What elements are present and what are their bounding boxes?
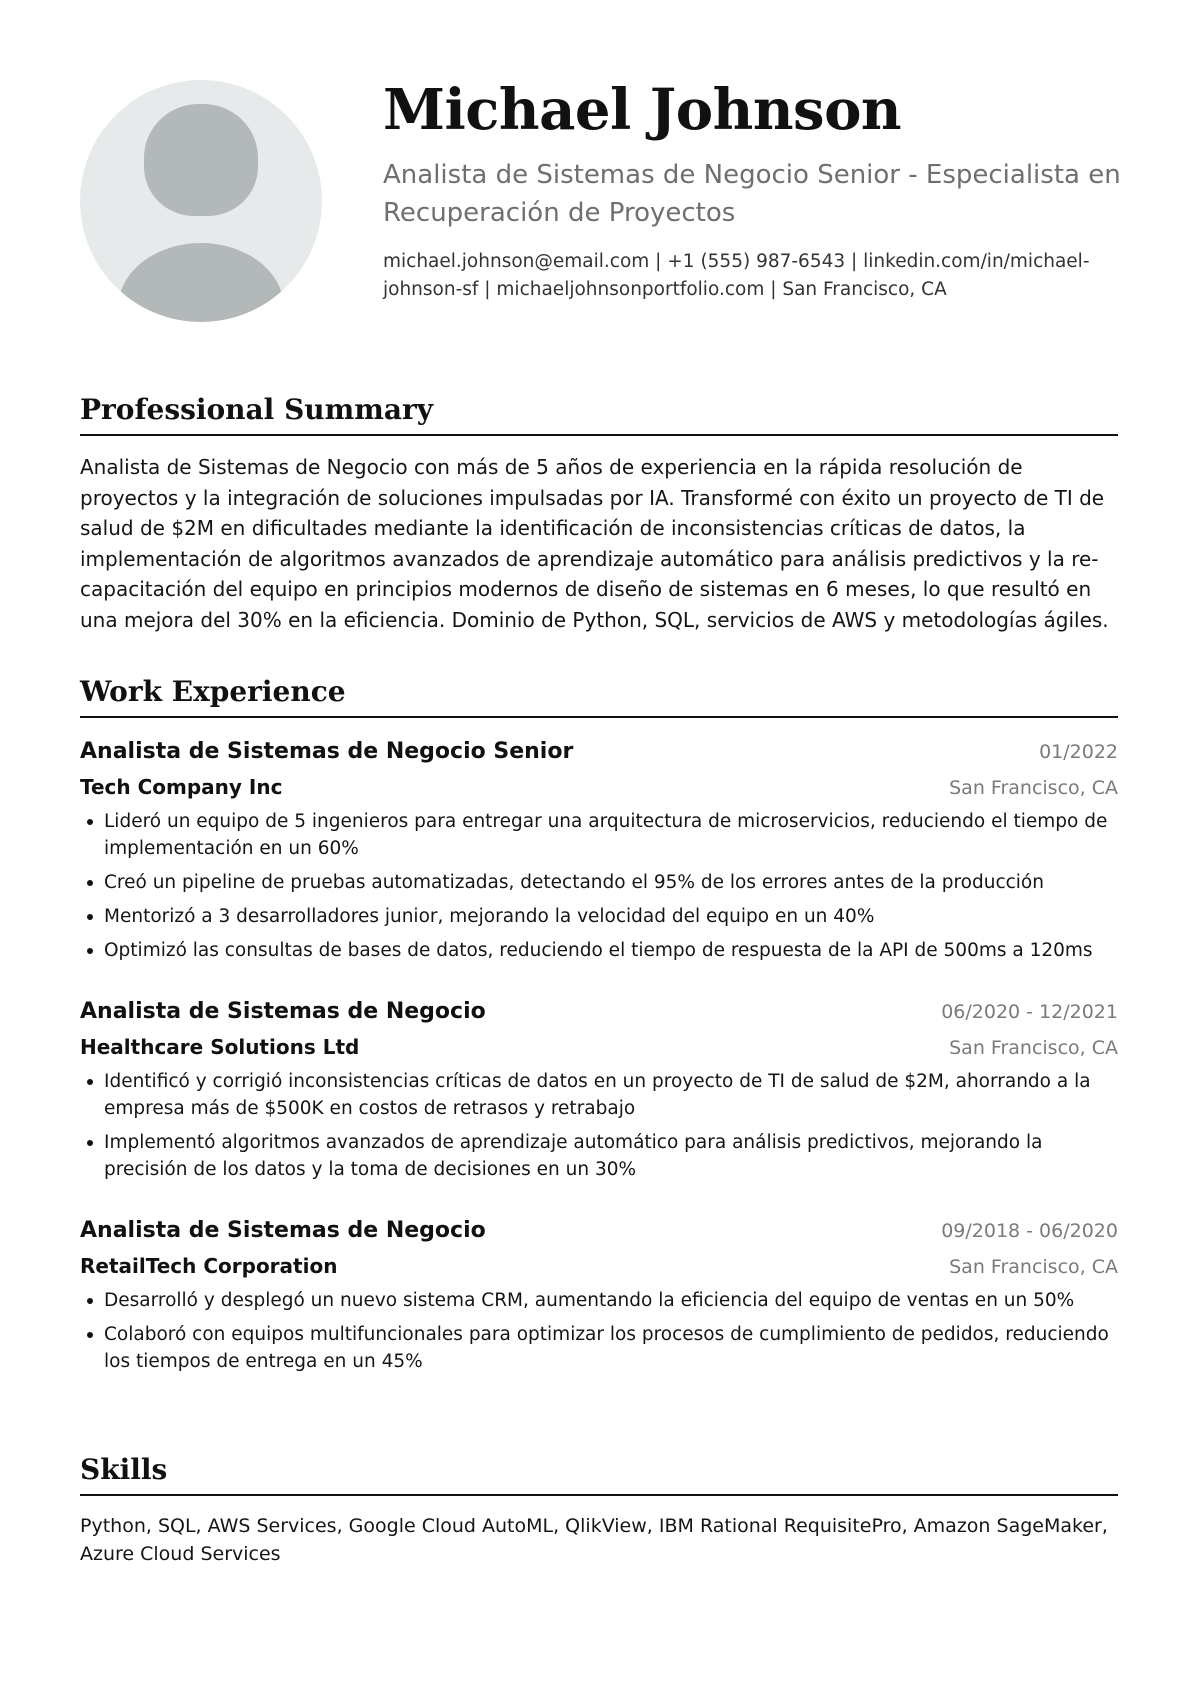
job-company-row — [80, 770, 1118, 804]
job-bullet: Identificó y corrigió inconsistencias críticas de datos en un proyecto de TI de salud de $2M, ahorrando a la empresa más de $500K en costos de retrasos y retrabajo — [80, 1068, 1118, 1122]
skills-text: Python, SQL, AWS Services, Google Cloud AutoML, QlikView, IBM Rational RequisitePro, Amazon SageMaker, Azure Cloud Services — [80, 1515, 1108, 1565]
job-header-row — [80, 1213, 1118, 1249]
job-date: 06/2020 - 12/2021 — [941, 1001, 1118, 1023]
job-company: Tech Company Inc — [80, 775, 283, 799]
avatar-head-shape — [144, 104, 258, 216]
job-location: San Francisco, CA — [949, 1256, 1118, 1278]
section-title-experience: Work Experience — [80, 672, 1118, 718]
job-date: 01/2022 — [1039, 741, 1118, 763]
job-entry — [80, 1213, 1118, 1375]
job-company-row — [80, 1030, 1118, 1064]
avatar-placeholder-icon — [80, 80, 322, 322]
job-company: RetailTech Corporation — [80, 1254, 338, 1278]
avatar-body-shape — [118, 243, 284, 322]
job-bullet: Colaboró con equipos multifuncionales para optimizar los procesos de cumplimiento de pedidos, reduciendo los tiempos de entrega en un 45% — [80, 1321, 1118, 1375]
job-company-row — [80, 1249, 1118, 1283]
experience-section — [80, 672, 1118, 1382]
summary-text: Analista de Sistemas de Negocio con más de 5 años de experiencia en la rápida resolución de proyectos y la integración de soluciones impulsadas por IA. Transformé con éxito un proyecto de TI de salud de $2M en dificultades mediante la identificación de inconsistencias críticas de datos, la implementación de algoritmos avanzados de aprendizaje automático para análisis predictivos y la re-capacitación del equipo en principios modernos de diseño de sistemas en 6 meses, lo que resultó en una mejora del 30% en la eficiencia. Dominio de Python, SQL, servicios de AWS y metodologías ágiles. — [80, 455, 1109, 632]
job-bullet: Lideró un equipo de 5 ingenieros para entregar una arquitectura de microservicios, reduciendo el tiempo de implementación en un 60% — [80, 808, 1118, 862]
job-bullet: Mentorizó a 3 desarrolladores junior, mejorando la velocidad del equipo en un 40% — [80, 903, 1118, 930]
contact-info: michael.johnson@email.com | +1 (555) 987-6543 | linkedin.com/in/michael-johnson-sf | michaeljohnsonportfolio.com | San Francisco, CA — [383, 251, 1090, 300]
job-company: Healthcare Solutions Ltd — [80, 1035, 360, 1059]
job-bullet: Optimizó las consultas de bases de datos, reduciendo el tiempo de respuesta de la API de 500ms a 120ms — [80, 937, 1118, 964]
job-bullets — [80, 1068, 1118, 1183]
job-bullets — [80, 1287, 1118, 1375]
section-title-summary: Professional Summary — [80, 390, 1118, 436]
job-bullets — [80, 808, 1118, 964]
job-title: Analista de Sistemas de Negocio — [80, 1218, 486, 1243]
job-date: 09/2018 - 06/2020 — [941, 1220, 1118, 1242]
job-header-row — [80, 734, 1118, 770]
job-location: San Francisco, CA — [949, 1037, 1118, 1059]
job-bullet: Desarrolló y desplegó un nuevo sistema CRM, aumentando la eficiencia del equipo de ventas en un 50% — [80, 1287, 1118, 1314]
job-entry — [80, 994, 1118, 1183]
candidate-headline: Analista de Sistemas de Negocio Senior - Especialista en Recuperación de Proyectos — [383, 160, 1121, 228]
header — [383, 74, 1123, 304]
skills-section — [80, 1450, 1118, 1568]
job-location: San Francisco, CA — [949, 777, 1118, 799]
candidate-name: Michael Johnson — [383, 77, 902, 143]
job-title: Analista de Sistemas de Negocio — [80, 999, 486, 1024]
job-bullet: Implementó algoritmos avanzados de aprendizaje automático para análisis predictivos, mejorando la precisión de los datos y la toma de decisiones en un 30% — [80, 1129, 1118, 1183]
summary-section — [80, 390, 1118, 635]
job-bullet: Creó un pipeline de pruebas automatizadas, detectando el 95% de los errores antes de la producción — [80, 869, 1118, 896]
job-title: Analista de Sistemas de Negocio Senior — [80, 739, 574, 764]
job-entry — [80, 734, 1118, 964]
section-title-skills: Skills — [80, 1450, 1118, 1496]
job-header-row — [80, 994, 1118, 1030]
